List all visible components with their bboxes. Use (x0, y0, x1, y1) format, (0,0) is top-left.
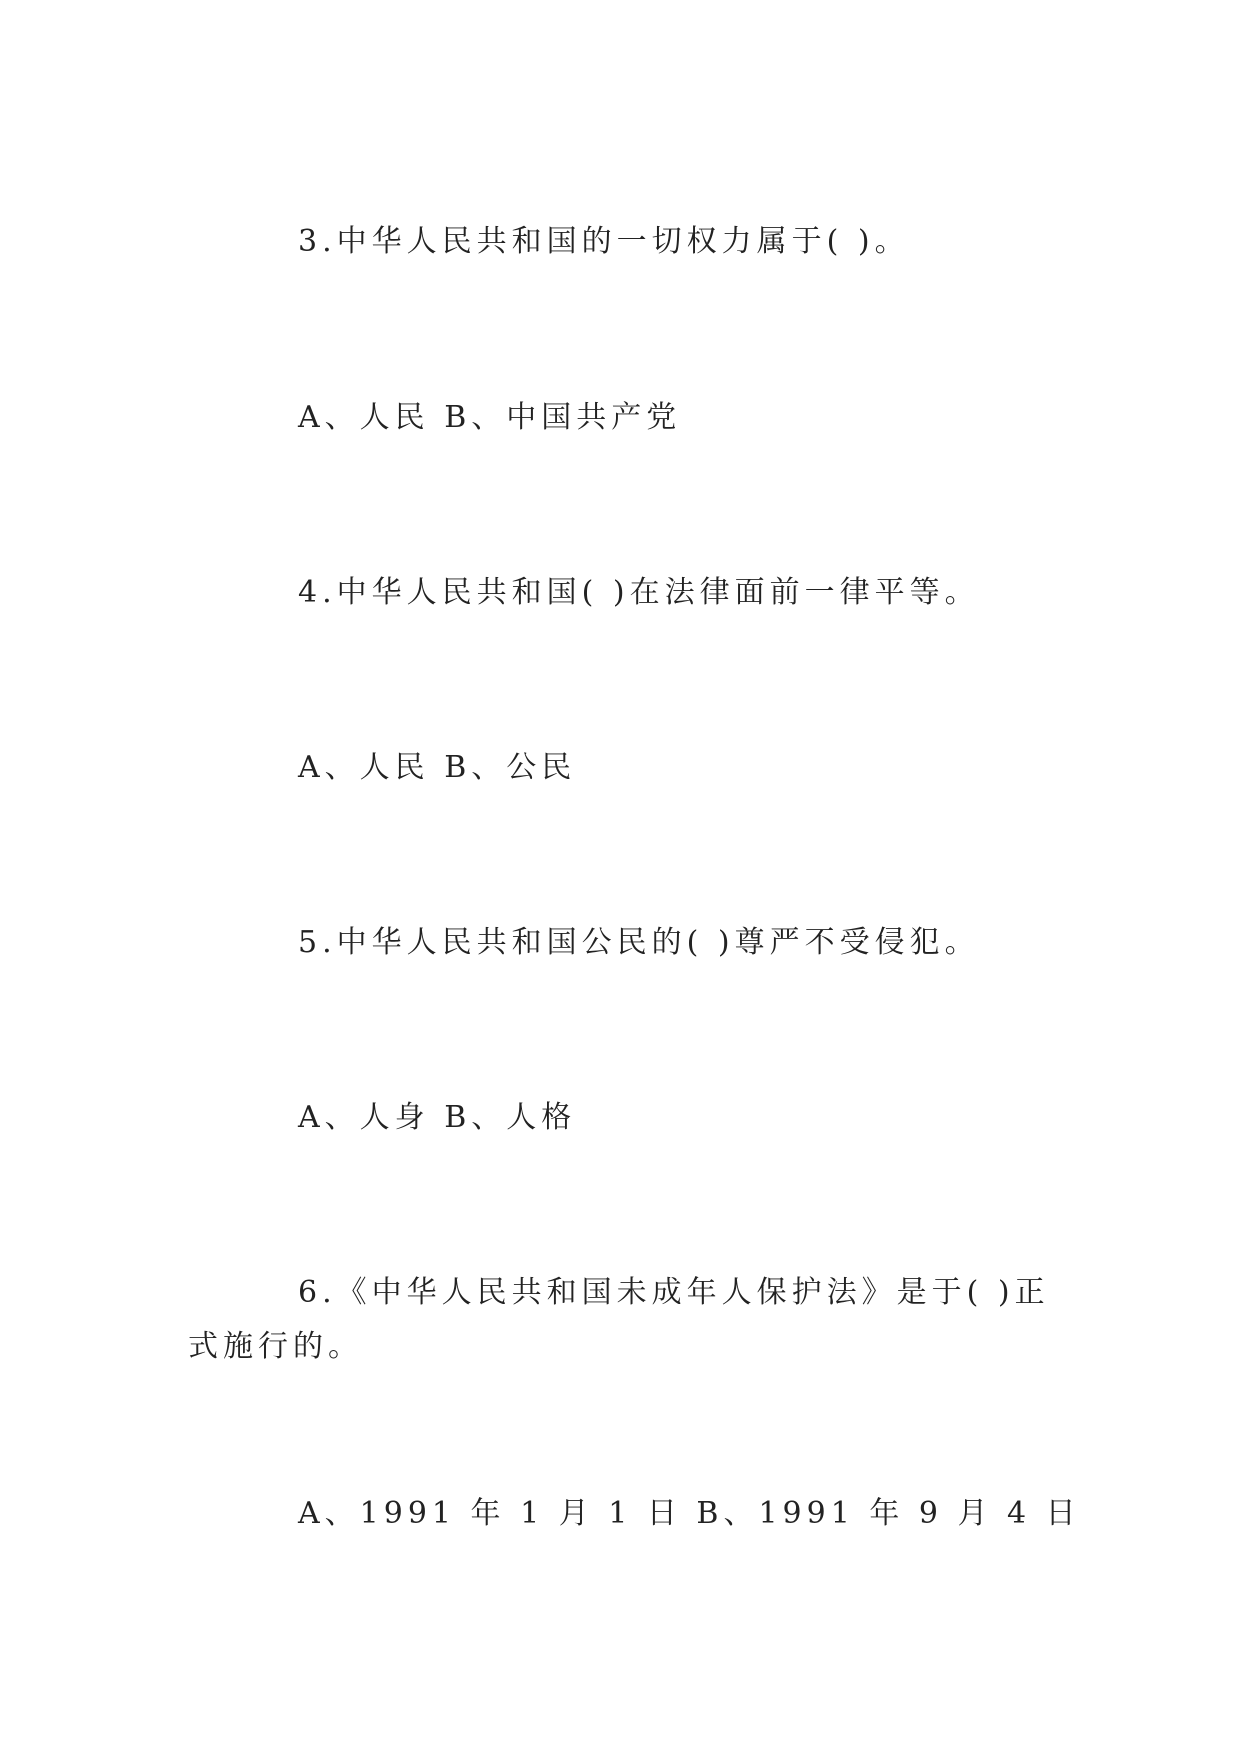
question-3: 3.中华人民共和国的一切权力属于( )。 (298, 224, 910, 259)
question-3-options: A、人民 B、中国共产党 (298, 400, 682, 435)
question-6: 6.《中华人民共和国未成年人保护法》是于( )正式施行的。 (188, 1275, 1050, 1364)
question-4: 4.中华人民共和国( )在法律面前一律平等。 (298, 575, 980, 610)
question-5: 5.中华人民共和国公民的( )尊严不受侵犯。 (298, 925, 980, 960)
question-6-options: A、1991 年 1 月 1 日 B、1991 年 9 月 4 日 (298, 1496, 1081, 1531)
question-5-options: A、人身 B、人格 (298, 1100, 577, 1135)
question-4-options: A、人民 B、公民 (298, 750, 577, 785)
